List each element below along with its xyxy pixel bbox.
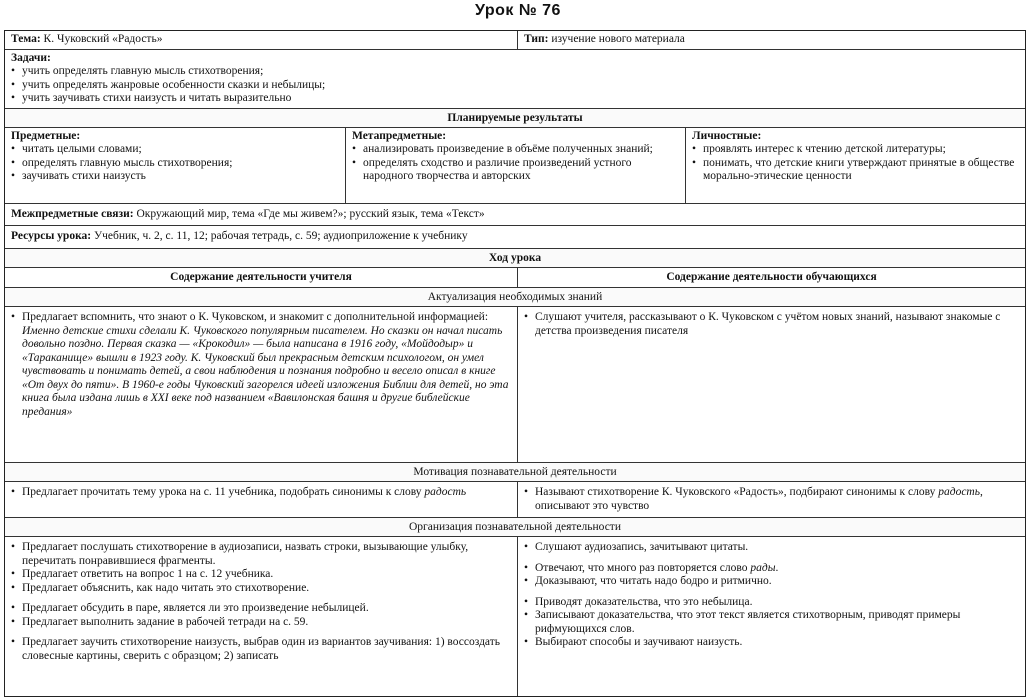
task-item: • учить определять жанровые особенности сказки и небылицы; [11, 79, 1019, 93]
interdisciplinary-row [5, 203, 1025, 226]
teacher-activity-list [11, 311, 511, 419]
interdisciplinary-label: Межпредметные связи: [11, 207, 134, 220]
tasks-row [5, 49, 1025, 108]
student-activity-item: • Слушают учителя, рассказывают о К. Чуковском с учётом новых знаний, называют знакомые с детства произведения писателя [524, 311, 1019, 338]
interdisciplinary-value: Окружающий мир, тема «Где мы живем?»; русский язык, тема «Текст» [136, 207, 485, 220]
teacher-activity-item: • Предлагает обсудить в паре, является ли это произведение небылицей. [11, 602, 511, 616]
student-activity-item: • Записывают доказательства, что этот текст является стихотворным, приводят примеры рифмующихся слов. [524, 609, 1019, 636]
student-activity-text: . [775, 561, 779, 574]
teacher-activity-list [11, 541, 511, 663]
teacher-activity-item [11, 311, 511, 419]
student-activity-cell [517, 482, 1025, 517]
personal-results-label: Личностные: [692, 129, 762, 142]
teacher-activity-cell [5, 307, 517, 462]
student-activity-item: • Выбирают способы и заучивают наизусть. [524, 636, 1019, 650]
stage-title-row [5, 517, 1025, 536]
subject-results-list [11, 143, 339, 184]
meta-result-item: • анализировать произведение в объёме полученных знаний; [352, 143, 679, 157]
teacher-activity-item: • Предлагает объяснить, как надо читать это стихотворение. [11, 582, 511, 596]
meta-results-list [352, 143, 679, 184]
interdisciplinary-cell [5, 204, 1025, 226]
teacher-extra-info: Именно детские стихи сделали К. Чуковского популярным писателем. Но сказки он начал писать довольно поздно. Первая сказка — «Крокодил» — была написана в 1916 году, «Мойдодыр» и «Тараканище» вышли в 1923 году. К. Чуковский был прекрасным детским психологом, он умел чувствовать и понимать детей, а свои наблюдения и познания подробно и весело описал в книге «От двух до пяти». В 1960-е годы Чуковский загорелся идеей изложения Библии для детей, но эта книга была издана лишь в XXI веке под названием «Вавилонская башня и другие библейские предания» [22, 324, 509, 418]
stage-organization-row [5, 536, 1025, 696]
student-activity-text: Называют стихотворение К. Чуковского «Радость», подбирают синонимы к слову [535, 486, 939, 498]
student-activity-cell [517, 307, 1025, 462]
resources-value: Учебник, ч. 2, с. 11, 12; рабочая тетрадь, с. 59; аудиоприложение к учебнику [93, 230, 468, 242]
lesson-title: Урок № 76 [475, 2, 561, 19]
emphasized-word: рады [750, 561, 776, 574]
personal-result-item: • понимать, что детские книги утверждают принятые в обществе морально-этические ценности [692, 157, 1019, 184]
subject-result-item: • определять главную мысль стихотворения; [11, 157, 339, 171]
type-cell [517, 31, 1025, 49]
course-headers-row [5, 267, 1025, 288]
type-label: Тип: [524, 33, 549, 45]
stage-title: Актуализация необходимых знаний [5, 288, 1025, 306]
course-title-row [5, 248, 1025, 267]
topic-value: К. Чуковский «Радость» [43, 33, 163, 45]
topic-row [5, 31, 1025, 49]
topic-label: Тема: [11, 33, 41, 45]
subject-results-cell [5, 128, 345, 203]
student-activity-item [524, 486, 1019, 513]
student-activity-item: • Приводят доказательства, что это небылица. [524, 596, 1019, 610]
teacher-activity-item: • Предлагает ответить на вопрос 1 на с. 12 учебника. [11, 568, 511, 582]
student-activity-item: • Слушают аудиозапись, зачитывают цитаты. [524, 541, 1019, 555]
teacher-activity-cell [5, 482, 517, 517]
lesson-plan-table [4, 30, 1026, 697]
tasks-label: Задачи: [11, 51, 51, 64]
stage-motivation-row [5, 481, 1025, 517]
meta-result-item: • определять сходство и различие произведений устного народного творчества и авторских [352, 157, 679, 184]
emphasized-word: радость [424, 486, 467, 498]
tasks-cell [5, 50, 1025, 108]
personal-results-list [692, 143, 1019, 184]
stage-title: Организация познавательной деятельности [5, 518, 1025, 536]
teacher-activity-item: • Предлагает послушать стихотворение в аудиозаписи, назвать строки, вызывающие улыбку, перечитать понравившиеся фрагменты. [11, 541, 511, 568]
teacher-activity-text: Предлагает вспомнить, что знают о К. Чуковском, и знакомит с дополнительной информацией: [22, 311, 489, 323]
student-activity-text: Отвечают, что много раз повторяется слово [535, 561, 751, 574]
student-activity-list [524, 486, 1019, 513]
stage-title-row [5, 287, 1025, 306]
student-column-header: Содержание деятельности обучающихся [517, 268, 1025, 288]
student-activity-item [524, 562, 1019, 576]
resources-label: Ресурсы урока: [11, 230, 92, 242]
resources-row [5, 225, 1025, 248]
personal-result-item: • проявлять интерес к чтению детской литературы; [692, 143, 1019, 157]
emphasized-word: радость [938, 486, 980, 498]
planned-results-title-row [5, 108, 1025, 127]
student-activity-list [524, 311, 1019, 338]
meta-results-label: Метапредметные: [352, 129, 447, 142]
student-activity-text: , описывают это чувство [535, 486, 983, 512]
subject-result-item: • заучивать стихи наизусть [11, 170, 339, 184]
stage-actualization-row [5, 306, 1025, 462]
tasks-list [11, 65, 1019, 106]
subject-results-label: Предметные: [11, 129, 81, 142]
teacher-activity-cell [5, 537, 517, 696]
stage-title-row [5, 462, 1025, 481]
personal-results-cell [685, 128, 1025, 203]
student-activity-cell [517, 537, 1025, 696]
stage-title: Мотивация познавательной деятельности [5, 463, 1025, 481]
teacher-column-header: Содержание деятельности учителя [170, 270, 352, 283]
course-title: Ход урока [5, 249, 1025, 267]
subject-result-item: • читать целыми словами; [11, 143, 339, 157]
teacher-activity-text: Предлагает прочитать тему урока на с. 11 учебника, подобрать синонимы к слову [22, 486, 425, 498]
planned-results-title: Планируемые результаты [5, 109, 1025, 127]
teacher-activity-item: • Предлагает выполнить задание в рабочей тетради на с. 59. [11, 616, 511, 630]
task-item: • учить заучивать стихи наизусть и читать выразительно [11, 92, 1019, 106]
teacher-activity-item: • Предлагает заучить стихотворение наизусть, выбрав один из вариантов заучивания: 1) воссоздать словесные картины, сверить с образцом; 2) записать [11, 636, 511, 663]
student-activity-list [524, 541, 1019, 650]
teacher-activity-list [11, 486, 511, 500]
topic-cell [5, 31, 517, 49]
student-activity-item: • Доказывают, что читать надо бодро и ритмично. [524, 575, 1019, 589]
resources-cell [5, 226, 1025, 248]
task-item: • учить определять главную мысль стихотворения; [11, 65, 1019, 79]
meta-results-cell [345, 128, 685, 203]
type-value: изучение нового материала [551, 33, 685, 45]
teacher-activity-item [11, 486, 511, 500]
planned-results-row [5, 127, 1025, 203]
